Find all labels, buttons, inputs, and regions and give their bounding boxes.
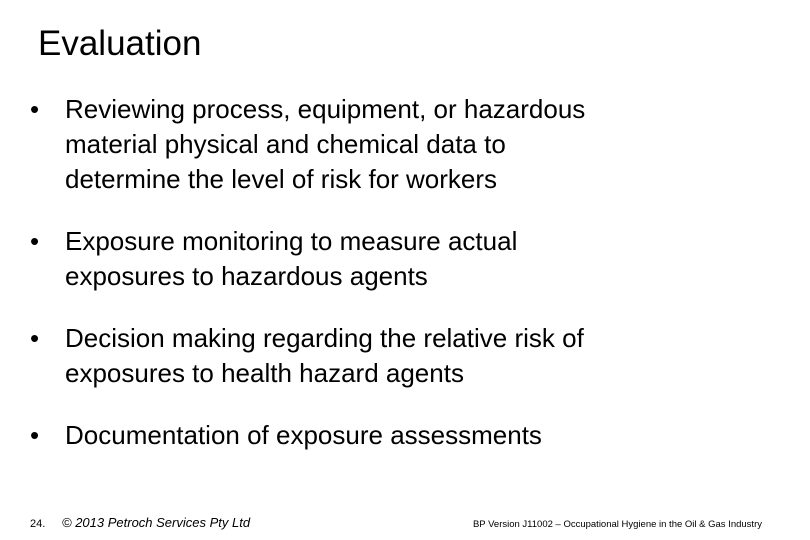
bullet-line: Exposure monitoring to measure actual: [65, 226, 518, 256]
course-version: BP Version J11002 – Occupational Hygiene in the Oil & Gas Industry: [472, 519, 762, 530]
bullet-list: [30, 92, 790, 480]
page-number: 24.: [30, 518, 46, 530]
slide-title: Evaluation: [38, 24, 202, 63]
bullet-line: Reviewing process, equipment, or hazardous: [65, 94, 586, 124]
bullet-item-decision-making: [30, 321, 790, 391]
bullet-marker: •: [30, 226, 40, 256]
bullet-marker: •: [30, 323, 40, 353]
bullet-line: Documentation of exposure assessments: [65, 420, 542, 450]
bullet-line: material physical and chemical data to: [65, 129, 506, 159]
slide-footer: [0, 514, 810, 534]
bullet-line: exposures to health hazard agents: [65, 358, 464, 388]
bullet-marker: •: [30, 94, 40, 124]
copyright-notice: © 2013 Petroch Services Pty Ltd: [62, 515, 251, 530]
bullet-line: exposures to hazardous agents: [65, 261, 428, 291]
bullet-item-reviewing-process: [30, 92, 790, 197]
bullet-item-documentation: [30, 418, 790, 453]
bullet-line: Decision making regarding the relative risk of: [65, 323, 584, 353]
bullet-marker: •: [30, 420, 40, 450]
bullet-item-exposure-monitoring: [30, 224, 790, 294]
bullet-line: determine the level of risk for workers: [65, 164, 498, 194]
